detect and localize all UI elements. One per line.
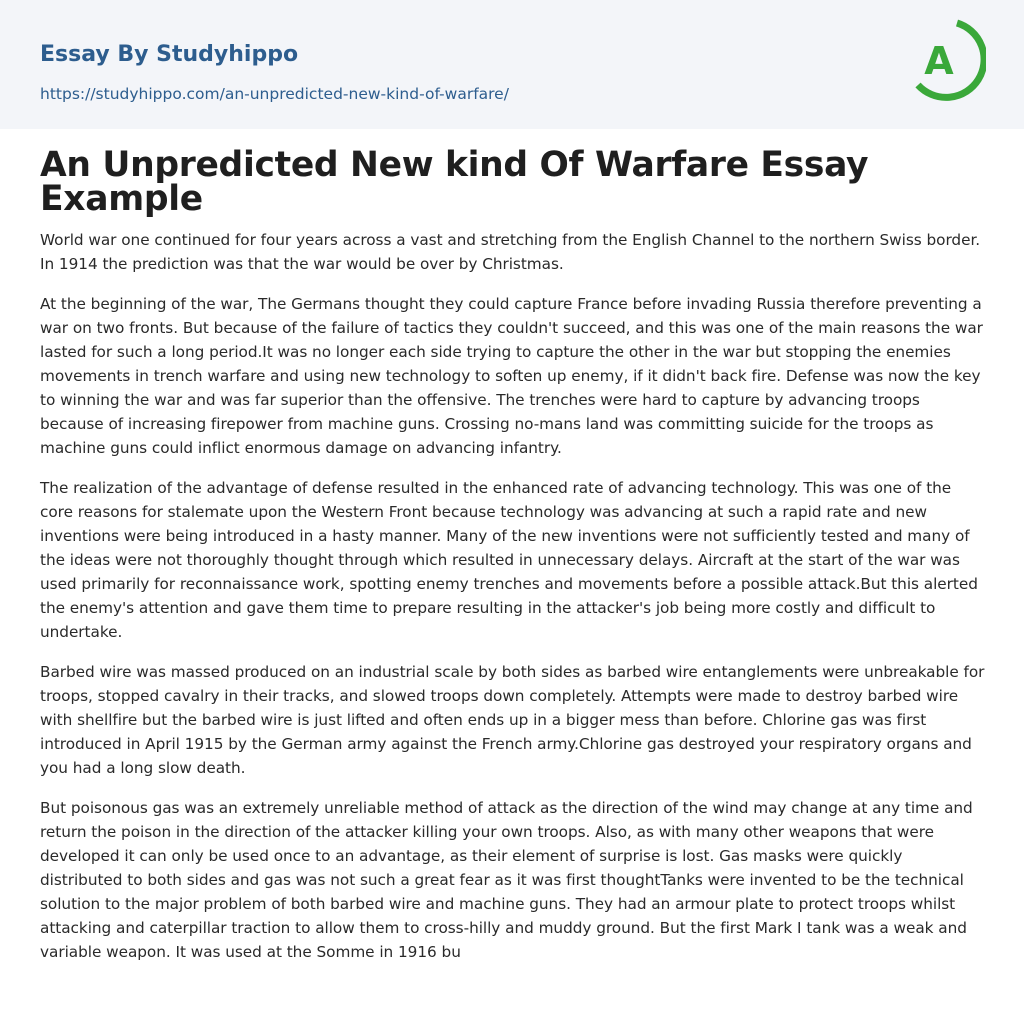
article-paragraph-4: Barbed wire was massed produced on an industrial scale by both sides as barbed wire entanglements were unbreakable for troops, stopped cavalry in their tracks, and slowed troops down completely. Attempts were made to destroy barbed wire with shellfire but the barbed wire is just lifted and often ends up in a bigger mess than before. Chlorine gas was first introduced in April 1915 by the German army against the French army.Chlorine gas destroyed your respiratory organs and you had a long slow death.: [40, 663, 985, 777]
site-brand[interactable]: Essay By Studyhippo: [40, 42, 299, 67]
article: [40, 145, 985, 964]
logo-ring-icon: [912, 19, 986, 105]
source-url-link[interactable]: https://studyhippo.com/an-unpredicted-new-kind-of-warfare/: [40, 85, 509, 103]
site-header: [0, 0, 1024, 129]
article-paragraph-2: At the beginning of the war, The Germans thought they could capture France before invading Russia therefore preventing a war on two fronts. But because of the failure of tactics they couldn't succeed, and this was one of the main reasons the war lasted for such a long period.It was no longer each side trying to capture the other in the war but stopping the enemies movements in trench warfare and using new technology to soften up enemy, if it didn't back fire. Defense was now the key to winning the war and was far superior than the offensive. The trenches were hard to capture by advancing troops because of increasing firepower from machine guns. Crossing no-mans land was committing suicide for the troops as machine guns could inflict enormous damage on advancing infantry.: [40, 295, 983, 457]
article-paragraph-3: The realization of the advantage of defense resulted in the enhanced rate of advancing technology. This was one of the core reasons for stalemate upon the Western Front because technology was advancing at such a rapid rate and new inventions were being introduced in a hasty manner. Many of the new inventions were not sufficiently tested and many of the ideas were not thoroughly thought through which resulted in unnecessary delays. Aircraft at the start of the war was used primarily for reconnaissance work, spotting enemy trenches and movements before a possible attack.But this alerted the enemy's attention and gave them time to prepare resulting in the attacker's job being more costly and difficult to undertake.: [40, 479, 978, 641]
article-paragraph-5: But poisonous gas was an extremely unreliable method of attack as the direction of the wind may change at any time and return the poison in the direction of the attacker killing your own troops. Also, as with many other weapons that were developed it can only be used once to an advantage, as their element of surprise is lost. Gas masks were quickly distributed to both sides and gas was not such a great fear as it was first thoughtTanks were invented to be the technical solution to the major problem of both barbed wire and machine guns. They had an armour plate to protect troops whilst attacking and caterpillar traction to allow them to cross-hilly and muddy ground. But the first Mark I tank was a weak and variable weapon. It was used at the Somme in 1916 bu: [40, 799, 973, 961]
logo-letter: A: [924, 39, 954, 83]
article-title: An Unpredicted New kind Of Warfare Essay Example: [40, 145, 869, 219]
studyhippo-logo-icon[interactable]: [912, 19, 986, 105]
article-paragraph-1: World war one continued for four years across a vast and stretching from the English Channel to the northern Swiss border. In 1914 the prediction was that the war would be over by Christmas.: [40, 231, 981, 273]
